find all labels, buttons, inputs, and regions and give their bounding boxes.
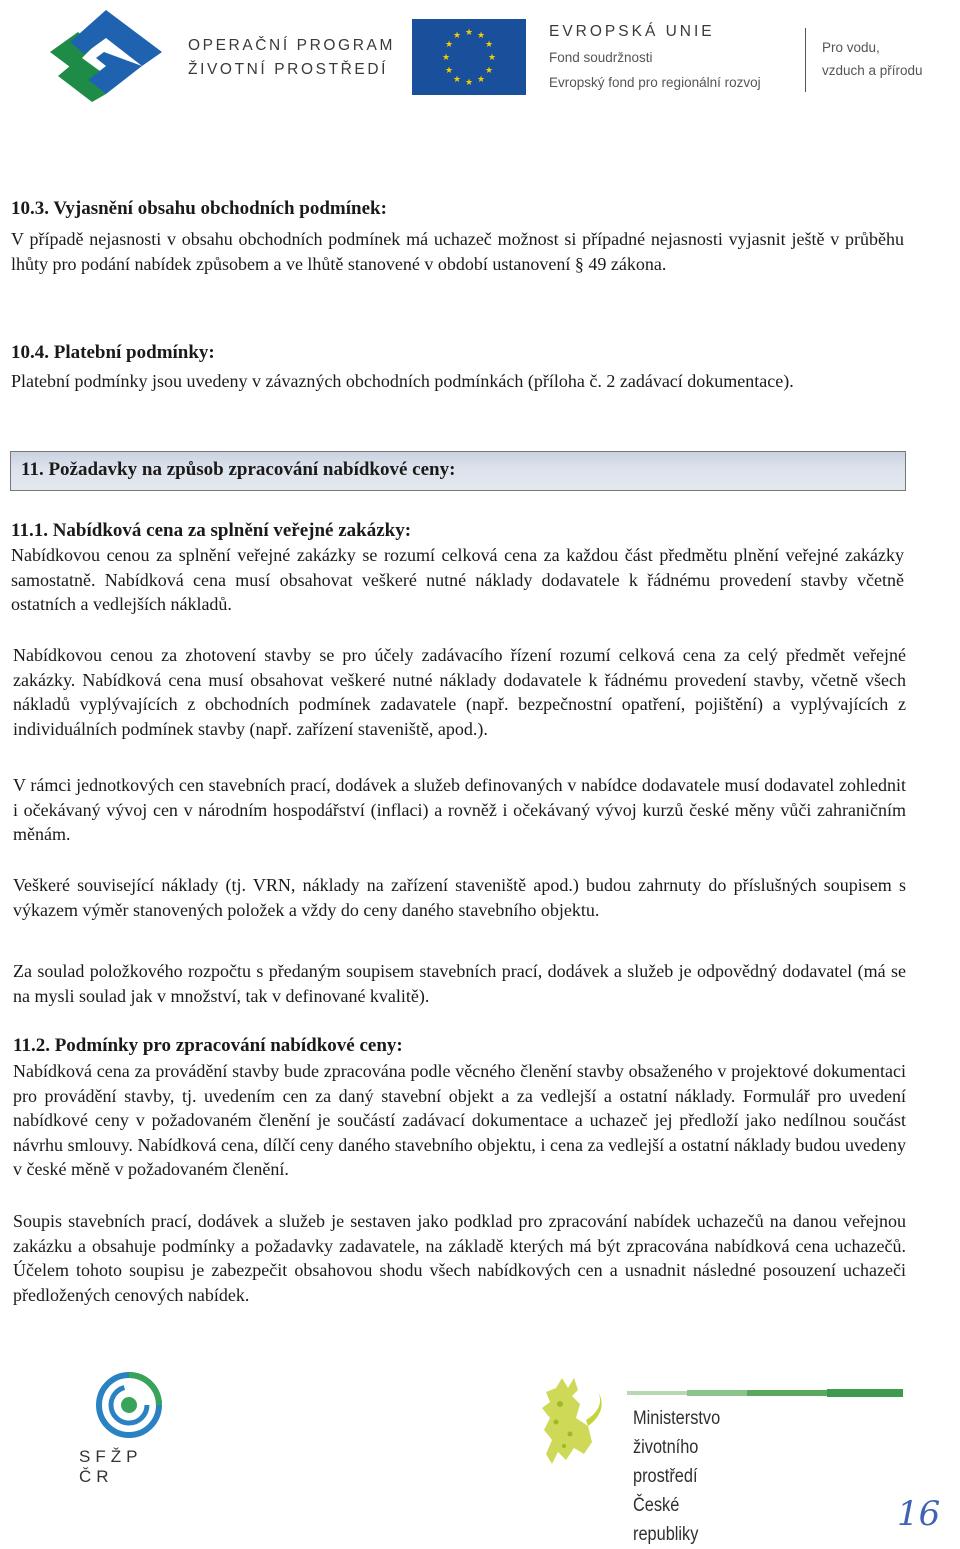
eu-fund-cohesion: Fond soudržnosti [549, 50, 653, 65]
section-11-banner [10, 451, 906, 491]
mzp-bar-icon [627, 1389, 903, 1397]
heading-11: 11. Požadavky na způsob zpracování nabídkové ceny: [21, 459, 456, 480]
text-10-3: V případě nejasnosti v obsahu obchodních podmínek má uchazeč možnost si případné nejasnosti vyjasnit ještě v průběhu lhůty pro podání nabídek způsobem a ve lhůtě stanovené v období ustanovení § 49 zákona. [11, 229, 904, 274]
svg-text:★: ★ [464, 78, 474, 88]
svg-text:★: ★ [444, 40, 454, 50]
svg-text:★: ★ [444, 66, 454, 76]
header [0, 0, 960, 110]
heading-10-4: 10.4. Platební podmínky: [11, 342, 215, 363]
program-line-1: OPERAČNÍ PROGRAM [188, 37, 395, 54]
motto-line-1: Pro vodu, [822, 40, 880, 55]
svg-text:★: ★ [484, 40, 494, 50]
motto [822, 36, 923, 82]
svg-text:★: ★ [476, 31, 486, 41]
ministry-line-1: Ministerstvo životního prostředí [633, 1408, 721, 1487]
text-11-2-p1: Nabídková cena za provádění stavby bude zpracována podle věcného členění stavby obsaženého v projektové dokumentaci pro provádění stavby, tj. uvedením cen za daný stavební objekt a za vedlejší a ostatní náklady. Formulář pro uvedení nabídkové ceny v požadovaném členění je součástí zadávací dokumentace a uchazeč jej předloží jako nedílnou součást návrhu smlouvy. Nabídková cena, dílčí ceny daného stavebního objektu, i cena za vedlejší a ostatní náklady budou uvedeny v české měně v požadovaném členění. [13, 1061, 906, 1179]
svg-text:★: ★ [476, 75, 486, 85]
text-11-2-p2: Soupis stavebních prací, dodávek a služeb je sestaven jako podklad pro zpracování nabídek uchazečů na danou veřejnou zakázku a obsahuje podmínky a požadavky zadavatele, na základě kterých má být zpracována nabídková cena uchazečů. Účelem tohoto soupisu je zabezpečit obsahovou shodu všech nabídkových cen a usnadnit následné posouzení uchazeči předložených cenových nabídek. [13, 1211, 906, 1305]
footer [0, 1360, 960, 1543]
op-zp-logo-icon [44, 8, 168, 106]
eu-fund-regional: Evropský fond pro regionální rozvoj [549, 75, 761, 90]
sfzp-label: SFŽP ČR [79, 1447, 143, 1486]
svg-text:★: ★ [464, 28, 474, 38]
eu-flag-icon [412, 19, 526, 95]
ministry-name [633, 1404, 720, 1549]
text-11-1-p3: V rámci jednotkových cen stavebních prací, dodávek a služeb definovaných v nabídce dodavatele musí dodavatel zohlednit i očekávaný vývoj cen v národním hospodářství (inflaci) a rovněž i očekávaný vývoj kurzů české měny vůči zahraničním měnám. [13, 775, 906, 844]
text-11-1-p4: Veškeré související náklady (tj. VRN, náklady na zařízení staveniště apod.) budou zahrnuty do příslušných soupisem s výkazem výměr stanovených položek a vždy do ceny daného stavebního objektu. [13, 875, 906, 920]
heading-11-2: 11.2. Podmínky pro zpracování nabídkové ceny: [13, 1035, 403, 1056]
heading-11-1: 11.1. Nabídková cena za splnění veřejné zakázky: [11, 520, 412, 541]
eu-title: EVROPSKÁ UNIE [549, 23, 715, 40]
text-11-1-p5: Za soulad položkového rozpočtu s předaným soupisem stavebních prací, dodávek a služeb je odpovědný dodavatel (má se na mysli soulad jak v množství, tak v definované kvalitě). [13, 961, 906, 1006]
ministry-line-2: České republiky [633, 1495, 699, 1545]
svg-text:★: ★ [484, 66, 494, 76]
text-11-1-p2: Nabídkovou cenou za zhotovení stavby se pro účely zadávacího řízení rozumí celková cena za celý předmět veřejné zakázky. Nabídková cena musí obsahovat veškeré nutné náklady dodavatele k řádnému provedení stavby, včetně všech nákladů vyplývajících z obchodních podmínek zadavatele (např. bezpečnostní opatření, pojištění) a vyplývajících z individuálních podmínek stavby (např. zařízení staveniště, apod.). [13, 645, 906, 739]
text-10-4: Platební podmínky jsou uvedeny v závazných obchodních podmínkách (příloha č. 2 zadávací dokumentace). [11, 371, 794, 391]
motto-line-2: vzduch a přírodu [822, 63, 923, 78]
heading-10-3: 10.3. Vyjasnění obsahu obchodních podmínek: [11, 198, 387, 219]
mzp-lion-icon [526, 1374, 610, 1474]
svg-text:★: ★ [452, 31, 462, 41]
text-11-1-p1: Nabídkovou cenou za splnění veřejné zakázky se rozumí celková cena za každou část předmětu plnění veřejné zakázky samostatně. Nabídková cena musí obsahovat veškeré nutné náklady dodavatele k řádnému provedení stavby včetně ostatních a vedlejších nákladů. [11, 545, 904, 614]
header-divider [805, 28, 806, 92]
page-number: 16 [897, 1494, 941, 1534]
program-line-2: ŽIVOTNÍ PROSTŘEDÍ [188, 61, 389, 78]
svg-text:★: ★ [441, 53, 451, 63]
sfzp-logo-icon [96, 1372, 162, 1438]
program-name [188, 34, 408, 82]
svg-text:★: ★ [487, 53, 497, 63]
svg-text:★: ★ [452, 75, 462, 85]
